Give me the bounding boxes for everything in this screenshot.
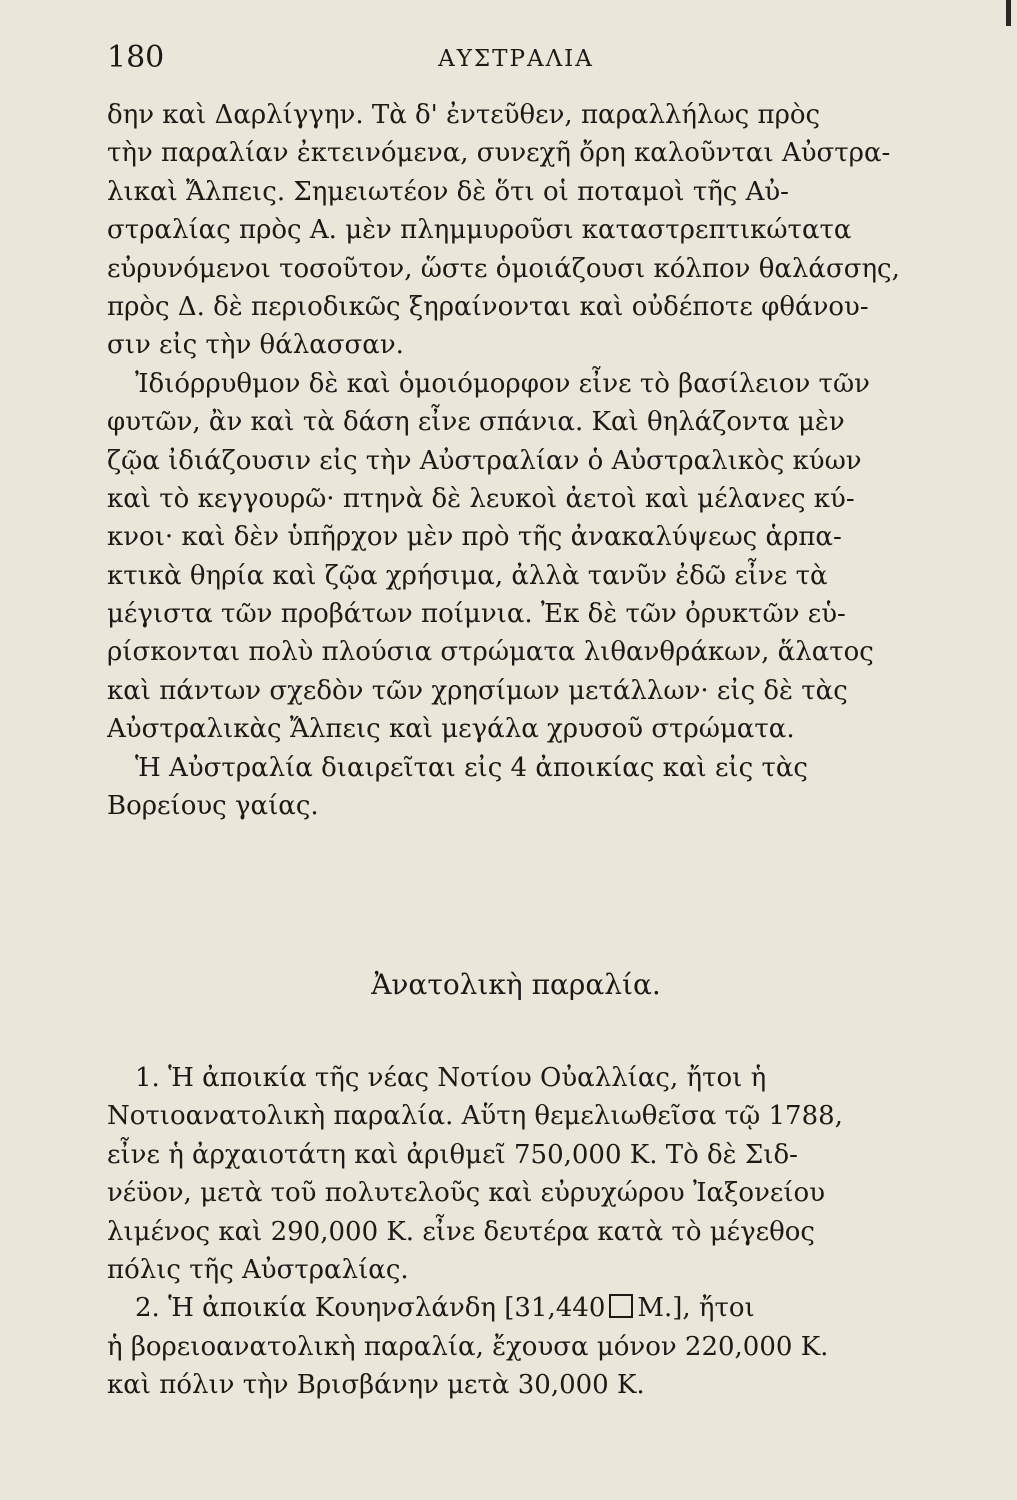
text-line: ρίσκονται πολὺ πλούσια στρώματα λιθανθράκων, ἅλατος: [107, 637, 874, 668]
text-line: καὶ πάντων σχεδὸν τῶν χρησίμων μετάλλων· εἰς δὲ τὰς: [107, 675, 848, 706]
text-line: πρὸς Δ. δὲ περιοδικῶς ξηραίνονται καὶ οὐδέποτε φθάνου-: [107, 291, 869, 322]
text-line: καὶ πόλιν τὴν Βρισβάνην μετὰ 30,000 Κ.: [107, 1370, 645, 1401]
running-title: ΑΥΣΤΡΑΛΙΑ: [438, 46, 594, 72]
section-heading: Ἀνατολικὴ παραλία.: [371, 968, 661, 1001]
text-line: Ἰδιόρρυθμον δὲ καὶ ὁμοιόμορφον εἶνε τὸ βασίλειον τῶν: [135, 368, 870, 399]
text-fragment: 2. Ἡ ἀποικία Κουηνσλάνδη [31,440: [135, 1293, 606, 1324]
text-line: ζῷα ἰδιάζουσιν εἰς τὴν Αὐστραλίαν ὁ Αὐστραλικὸς κύων: [107, 445, 862, 476]
text-line: νέϋον, μετὰ τοῦ πολυτελοῦς καὶ εὐρυχώρου Ἰαξονείου: [107, 1178, 825, 1209]
text-line: πόλις τῆς Αὐστραλίας.: [107, 1254, 409, 1285]
text-line: εἶνε ἡ ἀρχαιοτάτη καὶ ἀριθμεῖ 750,000 Κ. Τὸ δὲ Σιδ-: [107, 1139, 798, 1170]
text-line: Αὐστραλικὰς Ἄλπεις καὶ μεγάλα χρυσοῦ στρώματα.: [107, 714, 795, 745]
colony-list: [107, 1059, 925, 1405]
paragraph: [107, 96, 925, 365]
paragraph: [107, 749, 925, 826]
text-line: λικαὶ Ἄλπεις. Σημειωτέον δὲ ὅτι οἱ ποταμοὶ τῆς Αὐ-: [107, 176, 789, 207]
text-line: σιν εἰς τὴν θάλασσαν.: [107, 330, 404, 361]
text-line: εὐρυνόμενοι τοσοῦτον, ὥστε ὁμοιάζουσι κόλπον θαλάσσης,: [107, 253, 900, 284]
text-line: στραλίας πρὸς Α. μὲν πλημμυροῦσι καταστρεπτικώτατα: [107, 215, 852, 246]
text-line: φυτῶν, ἂν καὶ τὰ δάση εἶνε σπάνια. Καὶ θηλάζοντα μὲν: [107, 407, 845, 438]
page-header: [107, 40, 925, 80]
square-mile-symbol-icon: [609, 1294, 633, 1318]
text-line: μέγιστα τῶν προβάτων ποίμνια. Ἐκ δὲ τῶν ὀρυκτῶν εὑ-: [107, 599, 846, 630]
page-number: 180: [107, 40, 165, 75]
text-line: τὴν παραλίαν ἐκτεινόμενα, συνεχῆ ὄρη καλοῦνται Αὐστρα-: [107, 138, 891, 169]
list-item: [107, 1059, 925, 1289]
text-line: Ἡ Αὐστραλία διαιρεῖται εἰς 4 ἀποικίας καὶ εἰς τὰς: [135, 752, 808, 783]
text-line: Νοτιοανατολικὴ παραλία. Αὕτη θεμελιωθεῖσα τῷ 1788,: [107, 1101, 843, 1132]
text-line: δην καὶ Δαρλίγγην. Τὰ δ' ἐντεῦθεν, παραλλήλως πρὸς: [107, 100, 821, 130]
text-line: ἡ βορειοανατολικὴ παραλία, ἔχουσα μόνον 220,000 Κ.: [107, 1331, 829, 1362]
text-line: [107, 1289, 925, 1327]
text-line: Βορείους γαίας.: [107, 791, 319, 822]
body-text: [107, 96, 925, 825]
text-line: καὶ τὸ κεγγουρῶ· πτηνὰ δὲ λευκοὶ ἀετοὶ καὶ μέλανες κύ-: [107, 483, 855, 514]
text-line: κνοι· καὶ δὲν ὑπῆρχον μὲν πρὸ τῆς ἀνακαλύψεως ἁρπα-: [107, 522, 842, 553]
text-line: λιμένος καὶ 290,000 Κ. εἶνε δευτέρα κατὰ τὸ μέγεθος: [107, 1216, 815, 1247]
list-item: [107, 1289, 925, 1404]
page-edge-mark: [1006, 0, 1011, 26]
paragraph: [107, 365, 925, 749]
text-line: 1. Ἡ ἀποικία τῆς νέας Νοτίου Οὐαλλίας, ἤτοι ἡ: [135, 1063, 767, 1093]
text-fragment: Μ.], ἤτοι: [637, 1293, 755, 1324]
text-line: κτικὰ θηρία καὶ ζῷα χρήσιμα, ἀλλὰ τανῦν ἐδῶ εἶνε τὰ: [107, 560, 828, 591]
